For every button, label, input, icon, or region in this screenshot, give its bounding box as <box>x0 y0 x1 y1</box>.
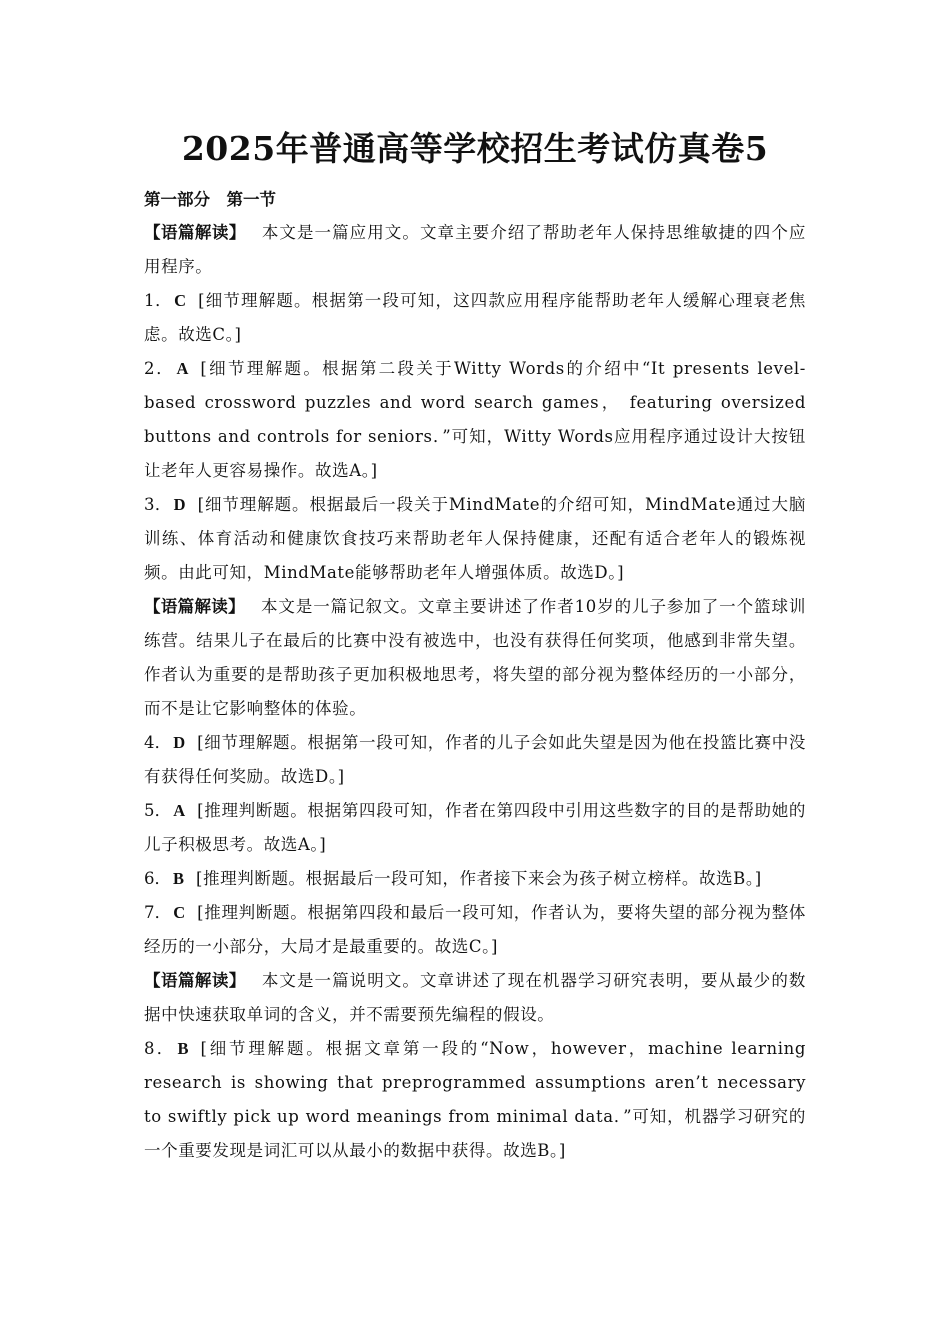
answer-explanation: [细节理解题。根据第一段可知，作者的儿子会如此失望是因为他在投篮比赛中没有获得任何奖励。故选D。] <box>144 733 807 786</box>
answer-item <box>144 862 806 896</box>
answer-letter: C <box>173 903 186 922</box>
question-number: 8． <box>144 1039 176 1058</box>
answer-explanation: [细节理解题。根据第二段关于Witty Words的介绍中“It presents level-based crossword puzzles and word search games， featuring oversized buttons and controls for seniors．”可知，Witty Words应用程序通过设计大按钮让老年人更容易操作。故选A。] <box>144 359 806 480</box>
question-number: 6． <box>144 869 171 888</box>
page-title: 2025年普通高等学校招生考试仿真卷5 <box>181 129 769 168</box>
answer-item <box>144 488 806 590</box>
passage-summary-label: 【语篇解读】 <box>144 223 246 242</box>
answer-explanation: [推理判断题。根据第四段和最后一段可知，作者认为，要将失望的部分视为整体经历的一小部分，大局才是最重要的。故选C。] <box>144 903 807 956</box>
passage-summary <box>144 964 806 1032</box>
answer-letter: A <box>173 801 186 820</box>
answer-item <box>144 896 806 964</box>
passage-summary-label: 【语篇解读】 <box>144 597 245 616</box>
passage-summary <box>144 216 806 284</box>
answer-item <box>144 352 806 488</box>
question-number: 1． <box>144 291 173 310</box>
answer-document <box>144 122 806 1168</box>
passage-summary-text: 本文是一篇应用文。文章主要介绍了帮助老年人保持思维敏捷的四个应用程序。 <box>144 223 807 276</box>
passage-summary-label: 【语篇解读】 <box>144 971 246 990</box>
question-number: 4． <box>144 733 172 752</box>
answer-letter: D <box>173 495 186 514</box>
section-heading: 第一部分 第一节 <box>144 190 276 209</box>
answer-explanation: [细节理解题。根据第一段可知，这四款应用程序能帮助老年人缓解心理衰老焦虑。故选C。] <box>144 291 807 344</box>
question-number: 3． <box>144 495 172 514</box>
passage-summary-text: 本文是一篇记叙文。文章主要讲述了作者10岁的儿子参加了一个篮球训练营。结果儿子在最后的比赛中没有被选中，也没有获得任何奖项，他感到非常失望。作者认为重要的是帮助孩子更加积极地思考，将失望的部分视为整体经历的一小部分，而不是让它影响整体的体验。 <box>144 597 806 718</box>
question-number: 2． <box>144 359 175 378</box>
passage-summary-text: 本文是一篇说明文。文章讲述了现在机器学习研究表明，要从最少的数据中快速获取单词的含义，并不需要预先编程的假设。 <box>144 971 807 1024</box>
passage-summary <box>144 590 806 726</box>
answer-explanation: [推理判断题。根据最后一段可知，作者接下来会为孩子树立榜样。故选B。] <box>196 869 762 888</box>
answer-letter: D <box>173 733 186 752</box>
answer-explanation: [推理判断题。根据第四段可知，作者在第四段中引用这些数字的目的是帮助她的儿子积极思考。故选A。] <box>144 801 807 854</box>
answer-list <box>144 216 806 1168</box>
question-number: 7． <box>144 903 172 922</box>
question-number: 5． <box>144 801 172 820</box>
answer-letter: B <box>173 869 185 888</box>
answer-item <box>144 794 806 862</box>
answer-explanation: [细节理解题。根据最后一段关于MindMate的介绍可知，MindMate通过大脑训练、体育活动和健康饮食技巧来帮助老年人保持健康，还配有适合老年人的锻炼视频。由此可知，MindMate能够帮助老年人增强体质。故选D。] <box>144 495 807 582</box>
answer-letter: C <box>174 291 187 310</box>
answer-letter: B <box>177 1039 189 1058</box>
answer-item <box>144 284 806 352</box>
answer-letter: A <box>176 359 189 378</box>
answer-explanation: [细节理解题。根据文章第一段的“Now，however，machine learning research is showing that preprogrammed assumptions aren’t necessary to swiftly pick up word meanings from minimal data．”可知，机器学习研究的一个重要发现是词汇可以从最小的数据中获得。故选B。] <box>144 1039 807 1160</box>
answer-item <box>144 726 806 794</box>
answer-item <box>144 1032 806 1168</box>
